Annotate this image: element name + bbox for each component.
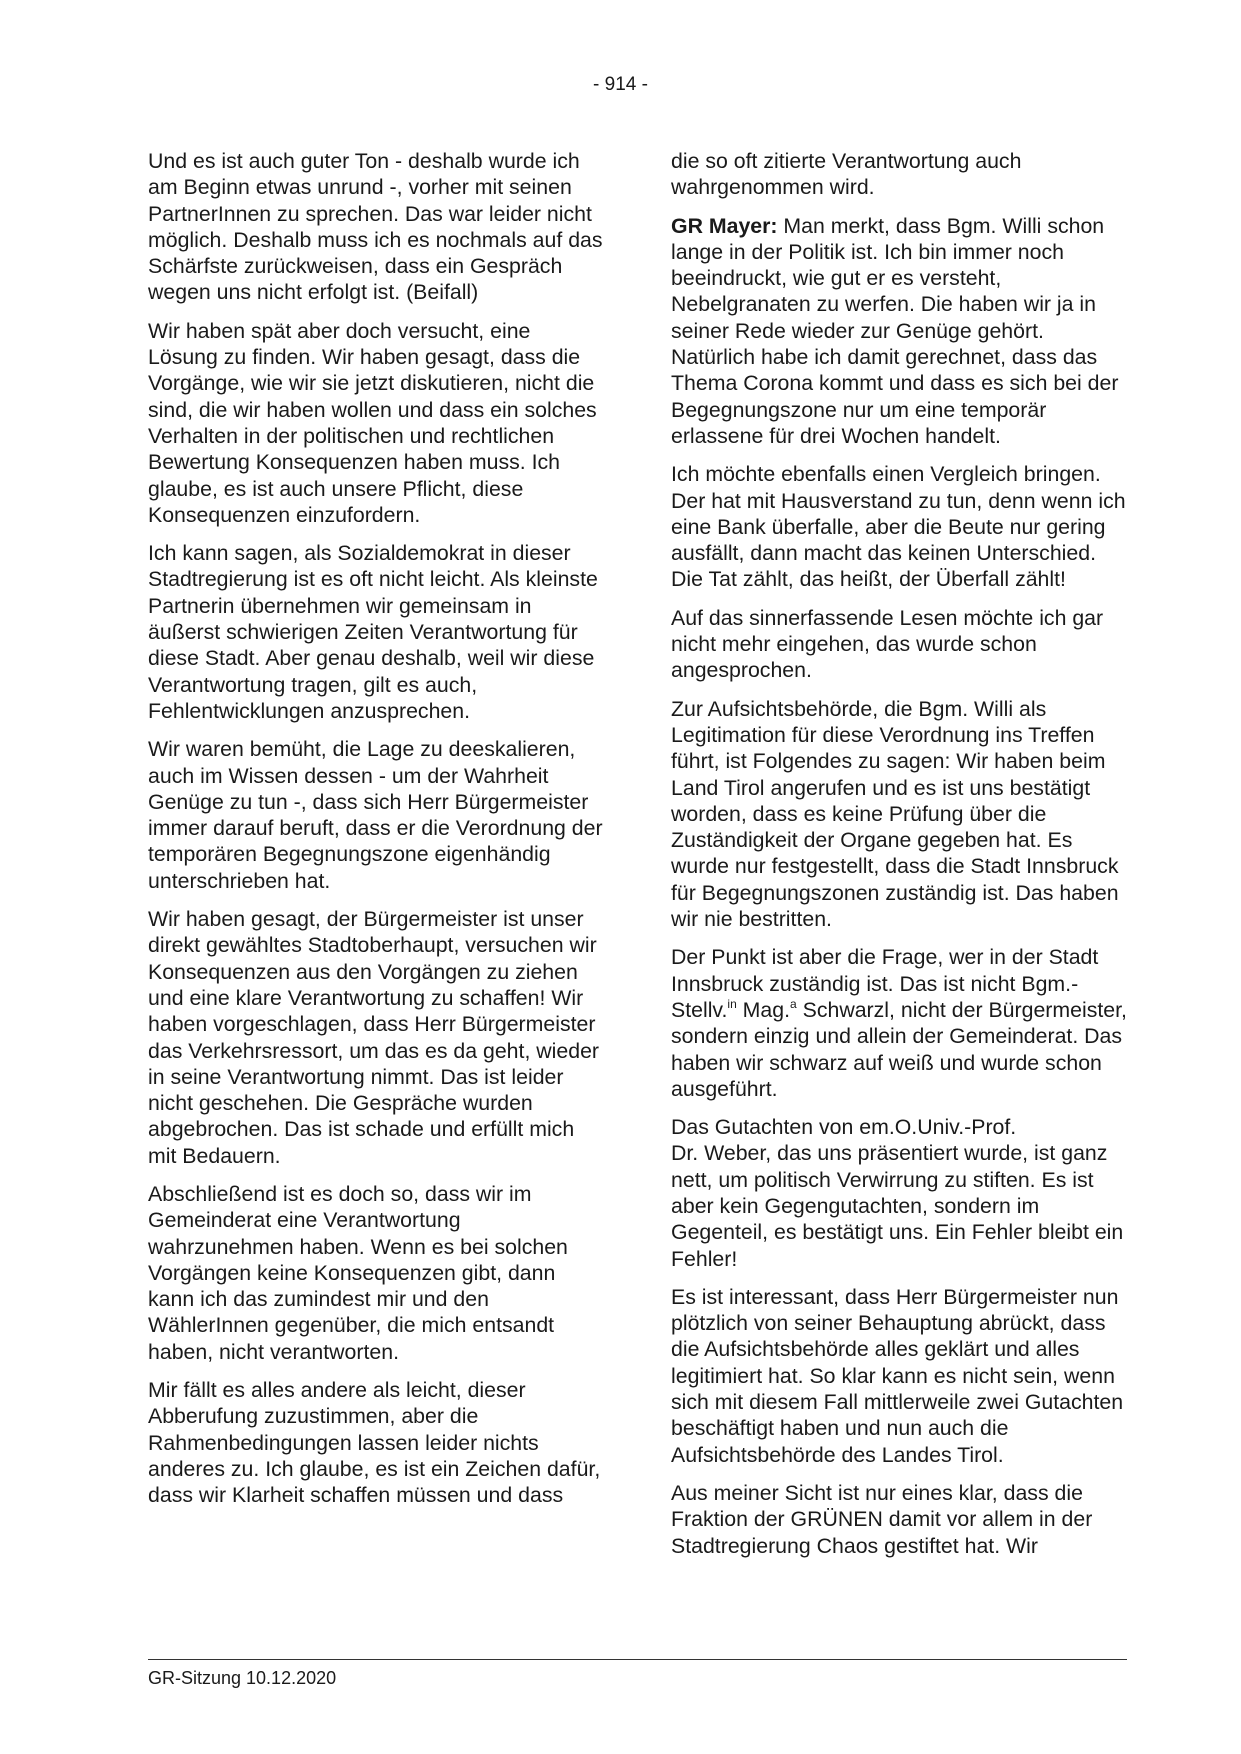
comparison-paragraph: Ich möchte ebenfalls einen Vergleich bringen. Der hat mit Hausverstand zu tun, denn wenn ich eine Bank überfalle, aber die Beute nur gering ausfällt, dann macht das keinen Unterschied. Die Tat zählt, das heißt, der Überfall zählt! bbox=[671, 462, 1126, 592]
interesting-paragraph: Es ist interessant, dass Herr Bürgermeister nun plötzlich von seiner Behauptung abrückt, dass die Aufsichtsbehörde alles geklärt und alles legitimiert hat. So klar kann es nicht sein, wenn sich mit diesem Fall mittlerweile zwei Gutachten beschäftigt haben und nun auch die Aufsichtsbehörde des Landes Tirol. bbox=[671, 1284, 1124, 1467]
reading-paragraph: Auf das sinnerfassende Lesen möchte ich gar nicht mehr eingehen, das wurde schon angesprochen. bbox=[671, 605, 1104, 683]
left-paragraph-4: Wir waren bemüht, die Lage zu deeskalieren, auch im Wissen dessen - um der Wahrheit Genüge zu tun -, dass sich Herr Bürgermeister immer darauf beruft, dass er die Verordnung der temporären Begegnungszone eigenhändig unterschrieben hat. bbox=[148, 737, 603, 893]
left-paragraph-6: Abschließend ist es doch so, dass wir im Gemeinderat eine Verantwortung wahrzunehmen haben. Wenn es bei solchen Vorgängen keine Konsequenzen gibt, dann kann ich das zumindest mir und den WählerInnen gegenüber, die mich entsandt haben, nicht verantworten. bbox=[148, 1181, 568, 1364]
authority-paragraph: Zur Aufsichtsbehörde, die Bgm. Willi als Legitimation für diese Verordnung ins Treffen führt, ist Folgendes zu sagen: Wir haben beim Land Tirol angerufen und es ist uns bestätigt worden, dass es keine Prüfung über die Zuständigkeit der Organe gegeben hat. Es wurde nur festgestellt, dass die Stadt Innsbruck für Begegnungszonen zuständig ist. Das haben wir nie bestritten. bbox=[671, 696, 1119, 932]
speech-text: Man merkt, dass Bgm. Willi schon lange in der Politik ist. Ich bin immer noch beeindruckt, wie gut er es versteht, Nebelgranaten zu werfen. Die haben wir ja in seiner Rede wieder zur Genüge gehört. Natürlich habe ich damit gerechnet, dass das Thema Corona kommt und dass es sich bei der Begegnungszone nur um eine temporär erlassene für drei Wochen handelt. bbox=[671, 213, 1119, 448]
left-paragraph-5: Wir haben gesagt, der Bürgermeister ist unser direkt gewähltes Stadtoberhaupt, versuchen wir Konsequenzen aus den Vorgängen zu ziehen und eine klare Verantwortung zu schaffen! Wir haben vorgeschlagen, dass Herr Bürgermeister das Verkehrsressort, um das es da geht, wieder in seine Verantwortung nimmt. Das ist leider nicht geschehen. Die Gespräche wurden abgebrochen. Das ist schade und erfüllt mich mit Bedauern. bbox=[148, 907, 600, 1168]
left-paragraph-7: Mir fällt es alles andere als leicht, dieser Abberufung zuzustimmen, aber die Rahmenbedingungen lassen leider nichts anderes zu. Ich glaube, es ist ein Zeichen dafür, dass wir Klarheit schaffen müssen und dass bbox=[148, 1378, 601, 1508]
final-paragraph: Aus meiner Sicht ist nur eines klar, dass die Fraktion der GRÜNEN damit vor allem in der Stadtregierung Chaos gestiftet hat. Wir bbox=[671, 1480, 1093, 1558]
left-paragraph-2: Wir haben spät aber doch versucht, eine Lösung zu finden. Wir haben gesagt, dass die Vorgänge, wie wir sie jetzt diskutieren, nicht die sind, die wir haben wollen und dass ein solches Verhalten in der politischen und rechtlichen Bewertung Konsequenzen haben muss. Ich glaube, es ist auch unsere Pflicht, diese Konsequenzen einzufordern. bbox=[148, 318, 597, 527]
point-text-b: Mag. bbox=[736, 997, 791, 1022]
point-text-a: Der Punkt ist aber die Frage, wer in der Stadt Innsbruck zuständig ist. Das ist nicht Bgm.-Stellv. bbox=[671, 945, 1099, 1022]
left-paragraph-3: Ich kann sagen, als Sozialdemokrat in dieser Stadtregierung ist es oft nicht leicht. Als kleinste Partnerin übernehmen wir gemeinsam in äußerst schwierigen Zeiten Verantwortung für diese Stadt. Aber genau deshalb, weil wir diese Verantwortung tragen, gilt es auch, Fehlentwicklungen anzusprechen. bbox=[148, 541, 598, 723]
left-column bbox=[148, 148, 604, 1521]
page-number: - 914 - bbox=[593, 74, 648, 95]
point-text-c: Schwarzl, nicht der Bürgermeister, sondern einzig und allein der Gemeinderat. Das haben wir schwarz auf weiß und wurde schon ausgeführt. bbox=[671, 997, 1127, 1101]
superscript-in: in bbox=[727, 996, 737, 1011]
superscript-a: a bbox=[790, 996, 797, 1011]
opinion-paragraph bbox=[671, 1114, 1127, 1272]
right-column bbox=[671, 148, 1127, 1571]
opinion-line-1: Das Gutachten von em.O.Univ.-Prof. bbox=[671, 1115, 1017, 1140]
speaker-name: GR Mayer: bbox=[671, 213, 778, 238]
left-paragraph-1: Und es ist auch guter Ton - deshalb wurde ich am Beginn etwas unrund -, vorher mit seinen PartnerInnen zu sprechen. Das war leider nicht möglich. Deshalb muss ich es nochmals auf das Schärfste zurückweisen, dass ein Gespräch wegen uns nicht erfolgt ist. (Beifall) bbox=[148, 149, 603, 305]
right-continuation-paragraph: die so oft zitierte Verantwortung auch wahrgenommen wird. bbox=[671, 149, 1022, 200]
footer-divider bbox=[148, 1659, 1127, 1660]
opinion-rest: Dr. Weber, das uns präsentiert wurde, ist ganz nett, um politisch Verwirrung zu stiften. Es ist aber kein Gegengutachten, sondern im Gegenteil, es bestätigt uns. Ein Fehler bleibt ein Fehler! bbox=[671, 1141, 1124, 1271]
point-paragraph bbox=[671, 944, 1127, 1102]
footer-session-date: GR-Sitzung 10.12.2020 bbox=[148, 1668, 337, 1688]
speech-paragraph bbox=[671, 213, 1127, 450]
